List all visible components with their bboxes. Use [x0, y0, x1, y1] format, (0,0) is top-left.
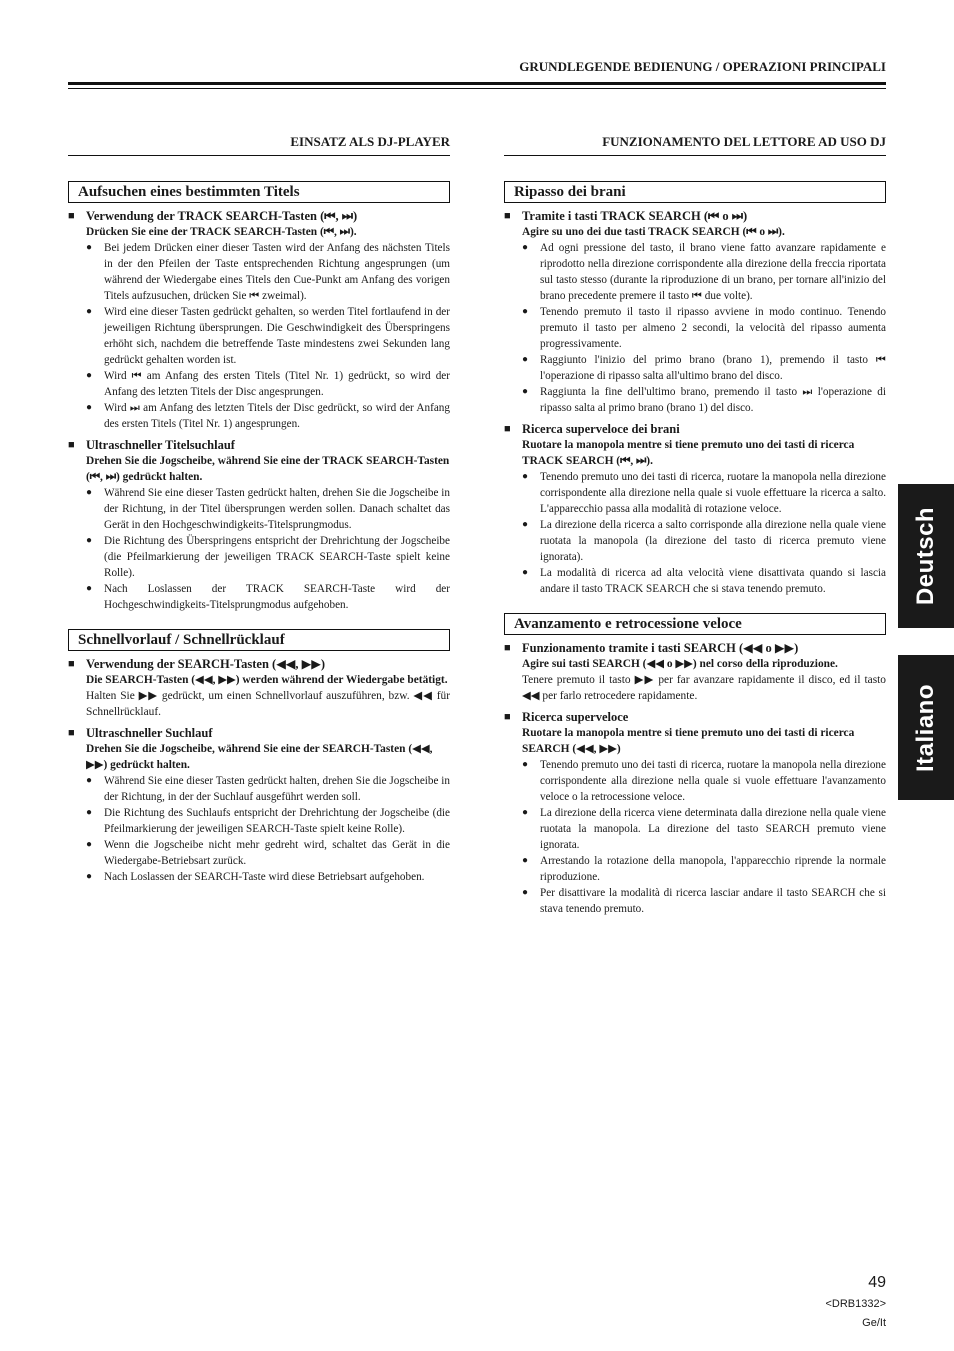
list-item: ● La direzione della ricerca a salto corrisponde alla direzione nella quale viene ruotata la manopola (la direzione del tasto di ricerca premuto viene ignorata). — [504, 517, 886, 565]
list-item: ● Nach Loslassen der SEARCH-Taste wird diese Betriebsart aufgehoben. — [68, 869, 450, 885]
list-item: ● Nach Loslassen der TRACK SEARCH-Taste wird der Hochgeschwindigkeits-Titelsprungmodus aufgehoben. — [68, 581, 450, 613]
list-item: ● Die Richtung des Suchlaufs entspricht der Drehrichtung der Jogscheibe (die Pfeilmarkierung der jeweiligen SEARCH-Taste spielt keine Rolle). — [68, 805, 450, 837]
subsection-heading: ■ Tramite i tasti TRACK SEARCH (⏮ o ⏭) — [504, 208, 886, 224]
language-tab-italiano — [898, 655, 954, 800]
bullet-list — [504, 240, 886, 416]
list-item: ● Raggiunta la fine dell'ultimo brano, premendo il tasto ⏭ l'operazione di ripasso salta al primo brano (brano 1) del disco. — [504, 384, 886, 416]
italian-column — [504, 134, 886, 933]
paragraph: Tenere premuto il tasto ▶▶ per far avanzare rapidamente il disco, ed il tasto ◀◀ per farlo retrocedere rapidamente. — [522, 674, 886, 702]
subsection-heading: ■ Ultraschneller Titelsuchlauf — [68, 437, 450, 453]
instruction: Ruotare la manopola mentre si tiene premuto uno dei tasti di ricerca TRACK SEARCH (⏮, ⏭). — [522, 439, 855, 467]
bullet-list — [504, 469, 886, 597]
list-item: ● Tenendo premuto uno dei tasti di ricerca, ruotare la manopola nella direzione corrispondente alla direzione nella quale si vuole effettuare la ricerca a salto. L'apparecchio passa alla modalità di rotazione veloce. — [504, 469, 886, 517]
section-heading: Ripasso dei brani — [504, 181, 886, 203]
subsection — [504, 208, 886, 416]
list-item: ● Während Sie eine dieser Tasten gedrückt halten, drehen Sie die Jogscheibe in der Richtung, in der Titel übersprungen werden sollen. Danach schaltet das Gerät in den Hochgeschwindigkeits-Titelsprungmodus. — [68, 485, 450, 533]
list-item: ● La modalità di ricerca ad alta velocità viene disattivata quando si lascia andare il tasto TRACK SEARCH che si stava tenendo premuto. — [504, 565, 886, 597]
italian-column-title: FUNZIONAMENTO DEL LETTORE AD USO DJ — [504, 134, 886, 156]
list-item: ● Wird ⏭ am Anfang des letzten Titels der Disc gedrückt, so wird der Anfang des ersten Titels (Titel Nr. 1) angesprungen. — [68, 400, 450, 432]
subsection — [504, 421, 886, 597]
paragraph: Halten Sie ▶▶ gedrückt, um einen Schnellvorlauf auszuführen, bzw. ◀◀ für Schnellrücklauf. — [86, 690, 450, 718]
running-header: GRUNDLEGENDE BEDIENUNG / OPERAZIONI PRINCIPALI — [519, 59, 886, 74]
language-code: Ge/It — [862, 1317, 886, 1329]
list-item: ● Die Richtung des Überspringens entspricht der Drehrichtung der Jogscheibe (die Pfeilmarkierung der jeweiligen TRACK SEARCH-Taste spielt keine Rolle). — [68, 533, 450, 581]
section-track-search-de — [68, 181, 450, 613]
list-item: ● Per disattivare la modalità di ricerca lasciar andare il tasto SEARCH che si stava tenendo premuto. — [504, 885, 886, 917]
bullet-list — [504, 757, 886, 917]
list-item: ● Raggiunto l'inizio del primo brano (brano 1), premendo il tasto ⏮ l'operazione di ripasso salta all'ultimo brano del disco. — [504, 352, 886, 384]
german-column — [68, 134, 450, 901]
language-tab-deutsch — [898, 484, 954, 628]
section-track-search-it — [504, 181, 886, 597]
section-heading: Avanzamento e retrocessione veloce — [504, 613, 886, 635]
subsection-heading: ■ Ricerca superveloce — [504, 709, 886, 725]
bullet-list — [68, 240, 450, 432]
list-item: ● Ad ogni pressione del tasto, il brano viene fatto avanzare rapidamente e riprodotto nella direzione corrispondente alla direzione della freccia riportata sul tasto stesso (durante la riproduzione di un brano, per tornare all'inizio del brano precedente premere il tasto ⏮ due volte). — [504, 240, 886, 304]
subsection-heading: ■ Ultraschneller Suchlauf — [68, 725, 450, 741]
language-tab-label: Deutsch — [912, 506, 939, 606]
bullet-list — [68, 773, 450, 885]
list-item: ● Während Sie eine dieser Tasten gedrückt halten, drehen Sie die Jogscheibe in der Richtung, in der der Suchlauf ausgeführt werden soll. — [68, 773, 450, 805]
header-rule-thin — [68, 88, 886, 89]
subsection — [504, 640, 886, 704]
instruction: Ruotare la manopola mentre si tiene premuto uno dei tasti di ricerca SEARCH (◀◀, ▶▶) — [522, 727, 855, 755]
list-item: ● Tenendo premuto uno dei tasti di ricerca, ruotare la manopola nella direzione corrispondente alla direzione nella quale si vuole effettuare l'avanzamento veloce o la retrocessione veloce. — [504, 757, 886, 805]
section-search-de — [68, 629, 450, 885]
document-code: <DRB1332> — [825, 1298, 886, 1310]
section-heading: Aufsuchen eines bestimmten Titels — [68, 181, 450, 203]
list-item: ● Arrestando la rotazione della manopola, l'apparecchio riprende la normale riproduzione. — [504, 853, 886, 885]
subsection — [68, 725, 450, 885]
list-item: ● La direzione della ricerca viene determinata dalla direzione nella quale viene ruotata la manopola. La direzione del tasto SEARCH premuto viene ignorata. — [504, 805, 886, 853]
instruction: Drücken Sie eine der TRACK SEARCH-Tasten (⏮, ⏭). — [86, 226, 357, 238]
list-item: ● Wird eine dieser Tasten gedrückt gehalten, so werden Titel fortlaufend in der jeweiligen Richtung übersprungen. Die Geschwindigkeit des Überspringens erhöht sich, nachdem die betreffende Taste mindestens zwei Sekunden lang gedrückt gehalten worden ist. — [68, 304, 450, 368]
header-rule-thick — [68, 82, 886, 85]
section-heading: Schnellvorlauf / Schnellrücklauf — [68, 629, 450, 651]
subsection-heading: ■ Funzionamento tramite i tasti SEARCH (◀◀ o ▶▶) — [504, 640, 886, 656]
instruction: Drehen Sie die Jogscheibe, während Sie eine der TRACK SEARCH-Tasten (⏮, ⏭) gedrückt halten. — [86, 455, 450, 483]
subsection — [68, 656, 450, 720]
instruction: Drehen Sie die Jogscheibe, während Sie eine der SEARCH-Tasten (◀◀, ▶▶) gedrückt halten. — [86, 743, 433, 771]
subsection-heading: ■ Ricerca superveloce dei brani — [504, 421, 886, 437]
list-item: ● Wird ⏮ am Anfang des ersten Titels (Titel Nr. 1) gedrückt, so wird der Anfang des letzten Titels der Disc angesprungen. — [68, 368, 450, 400]
list-item: ● Wenn die Jogscheibe nicht mehr gedreht wird, schaltet das Gerät in die Wiedergabe-Betriebsart zurück. — [68, 837, 450, 869]
subsection — [68, 208, 450, 432]
subsection-heading: ■ Verwendung der TRACK SEARCH-Tasten (⏮, ⏭) — [68, 208, 450, 224]
language-tab-label: Italiano — [912, 683, 939, 772]
instruction: Die SEARCH-Tasten (◀◀, ▶▶) werden während der Wiedergabe betätigt. — [86, 674, 448, 686]
subsection — [504, 709, 886, 917]
section-search-it — [504, 613, 886, 917]
subsection-heading: ■ Verwendung der SEARCH-Tasten (◀◀, ▶▶) — [68, 656, 450, 672]
page-number: 49 — [868, 1274, 886, 1291]
subsection — [68, 437, 450, 613]
instruction: Agire sui tasti SEARCH (◀◀ o ▶▶) nel corso della riproduzione. — [522, 658, 838, 670]
bullet-list — [68, 485, 450, 613]
instruction: Agire su uno dei due tasti TRACK SEARCH (⏮ o ⏭). — [522, 226, 785, 238]
list-item: ● Tenendo premuto il tasto il ripasso avviene in modo continuo. Tenendo premuto il tasto per almeno 2 secondi, la velocità del ripasso aumenta progressivamente. — [504, 304, 886, 352]
german-column-title: EINSATZ ALS DJ-PLAYER — [68, 134, 450, 156]
list-item: ● Bei jedem Drücken einer dieser Tasten wird der Anfang des nächsten Titels in der den Pfeilen der Taste entsprechenden Richtung angesprungen (um während der Wiedergabe eines Titels den Cue-Punkt am Anfang des vorigen Titels aufzusuchen, drücken Sie ⏮ zweimal). — [68, 240, 450, 304]
